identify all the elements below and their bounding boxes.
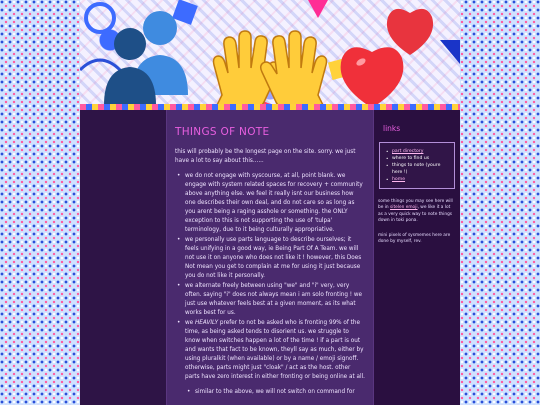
intro-text: this will probably be the longest page on the site. sorry. we just have a lot to say about this......	[175, 149, 356, 164]
credit-note: mini pixels of sysmemes here are done by myself, rev.	[378, 232, 451, 245]
link-sitelen-emoji[interactable]: sitelen emoji	[390, 205, 418, 211]
link-part-directory[interactable]: part directory	[392, 149, 424, 154]
bullet-icon: •	[386, 156, 389, 161]
hearts-icon	[341, 9, 433, 108]
bullet-icon: •	[177, 283, 181, 289]
link-where-to-find-us[interactable]: where to find us	[392, 156, 430, 161]
list-item	[185, 388, 371, 397]
link-item	[386, 155, 450, 162]
bullet-icon: •	[177, 320, 181, 326]
link-item	[386, 148, 450, 155]
left-gutter	[80, 110, 166, 405]
deco-triangle-icon	[440, 40, 460, 64]
note-emphasis: HEAVILY	[194, 320, 219, 326]
note-text-after: prefer to not be asked who is fronting 99% of the time, as being asked tends to disorient us. we struggle to know when switches happen a lot of the time ! if a part is out and wants that fact to be known, theyll say as much, either by using pluralkit (when available) or by a name / emoji signoff. otherwise, parts might just "cloak" / act as the host. other parts have zero interest in either fronting or being online at all.	[185, 320, 365, 380]
notes-list	[167, 172, 373, 382]
raised-hands-icon	[214, 31, 327, 108]
note-text: we alternate freely between using "we" and "i" very, very often. saying "i" does not always mean i am solo fronting ! we just use whatever feels best at a given moment, as its what works best for us.	[185, 283, 363, 316]
note-text-before: some things you may see here will be in	[378, 199, 453, 211]
note-text: we personally use parts language to describe ourselves; it feels unifying in a good way, ie Being Part Of A Team. we will not use it on anyone who does not like it ! however, this Does Not mean you get to complain at me for using it just because you do not like it personally.	[185, 237, 362, 279]
bullet-icon: •	[177, 173, 181, 179]
page-title: THINGS OF NOTE	[175, 126, 270, 138]
link-item	[386, 176, 450, 183]
bullet-icon: •	[386, 163, 389, 168]
note-text-before: we	[185, 320, 195, 326]
deco-square-icon	[172, 0, 198, 25]
header-banner	[80, 0, 460, 108]
note-text: we do not engage with syscourse, at all, point blank. we engage with system related spaces for recovery + community above anything else. we feel it really isnt our business how one describes their own deal, and do not care so as long as you arent being a raging asshole or something. the ONLY exception to this is not supporting the use of 'tulpa' terminology, due to it being culturally appropriative.	[185, 173, 363, 233]
page-body	[80, 110, 460, 405]
link-home[interactable]: home	[392, 177, 406, 182]
people-silhouette-icon	[104, 11, 188, 105]
bullet-icon: •	[386, 177, 389, 182]
bullet-icon: •	[177, 237, 181, 243]
sidebar	[374, 110, 460, 405]
sub-notes-list	[167, 388, 373, 397]
list-item	[175, 319, 365, 382]
list-item	[175, 236, 365, 281]
bullet-icon: •	[187, 389, 191, 395]
bullet-icon: •	[386, 149, 389, 154]
deco-triangle-icon	[308, 0, 328, 18]
main-content[interactable]	[166, 110, 374, 405]
header-art	[80, 0, 460, 108]
list-item	[175, 282, 365, 318]
list-item	[175, 172, 365, 235]
note-text-after: , we like it a lot as a very quick way to note things down in toki pona.	[378, 205, 453, 224]
deco-ring-icon	[86, 4, 114, 32]
sidebar-title: links	[383, 124, 401, 133]
links-list	[386, 148, 450, 183]
link-things-to-note[interactable]: things to note (youre here !)	[392, 163, 441, 175]
note-text: similar to the above, we will not switch on command for	[195, 389, 355, 395]
links-box	[379, 142, 455, 189]
link-item	[386, 162, 450, 176]
sitelen-emoji-note	[378, 199, 454, 225]
